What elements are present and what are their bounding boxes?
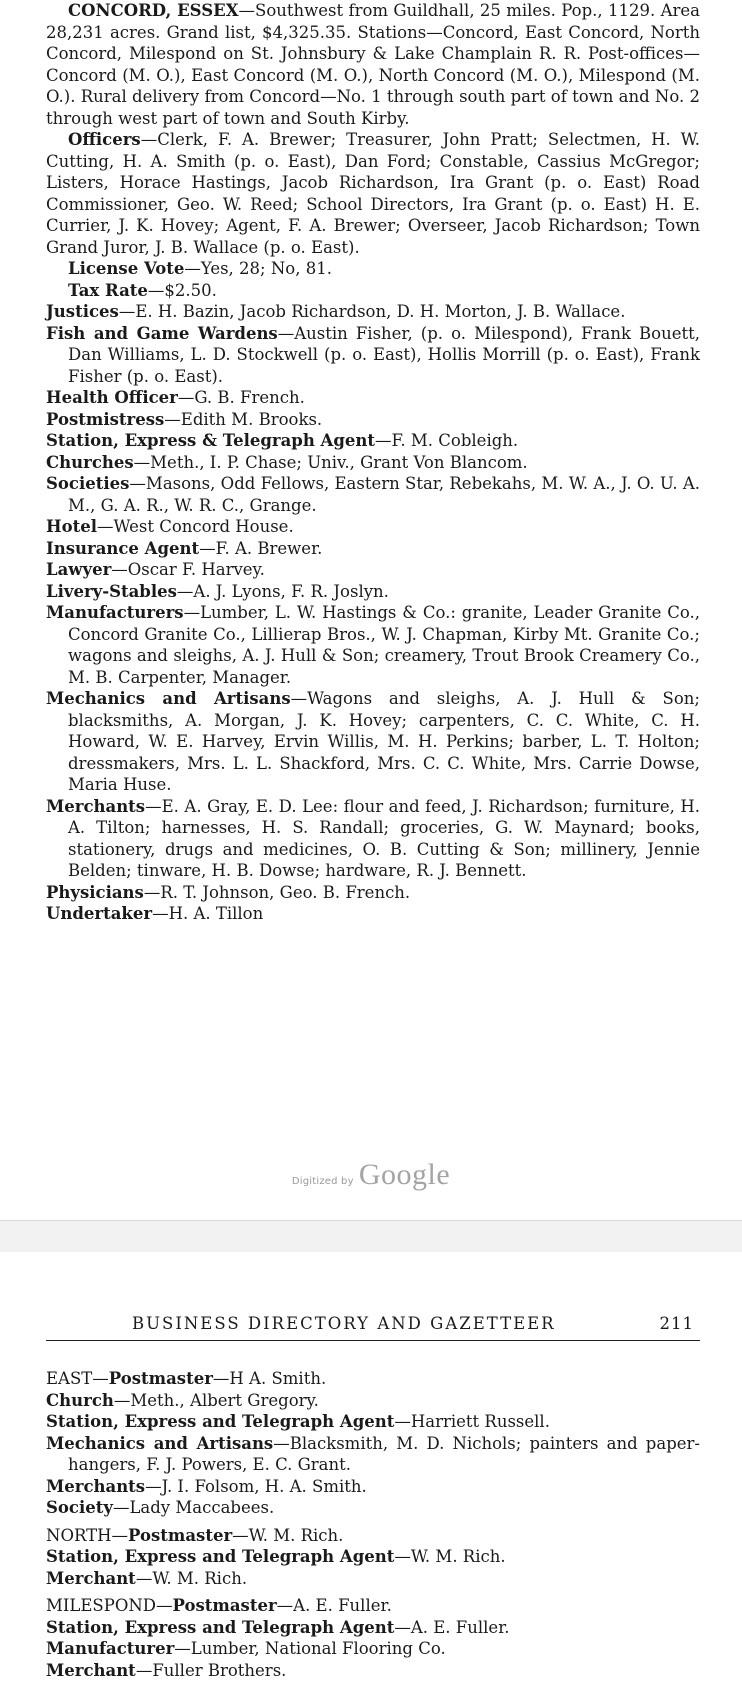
entry-heading: Tax Rate [68, 280, 148, 300]
entry-text: —Meth., Albert Gregory. [113, 1390, 319, 1410]
entry-text: —Wagons and sleighs, A. J. Hull & Son; blacksmiths, A. Morgan, J. K. Hovey; carpenters, C. C. White, C. H. Howard, W. E. Harvey, Ervin Willis, M. H. Perkins; barber, L. T. Holton; dressmakers, Mrs. L. L. Shackford, Mrs. C. C. White, Mrs. Carrie Dowse, Maria Huse. [68, 689, 700, 794]
entry-text: —Clerk, F. A. Brewer; Treasurer, John Pratt; Selectmen, H. W. Cutting, H. A. Smith (p. o. East), Dan Ford; Constable, Cassius McGregor; Listers, Horace Hastings, Jacob Richardson, Ira Grant (p. o. East) Road Commissioner, Geo. W. Reed; School Directors, Ira Grant (p. o. East) H. E. Currier, J. K. Hovey; Agent, F. A. Brewer; Overseer, Jacob Richardson; Town Grand Juror, J. B. Wallace (p. o. East). [46, 130, 700, 257]
section-lead: MILESPOND— [46, 1596, 173, 1615]
entry-heading: Mechanics and Artisans [46, 689, 291, 708]
watermark-prefix: Digitized by [291, 1176, 354, 1187]
entry-livery-stables [46, 581, 700, 603]
entry-text: —H A. Smith. [212, 1369, 327, 1388]
entry-text: —E. A. Gray, E. D. Lee: flour and feed, J. Richardson; furniture, H. A. Tilton; harnesses, H. S. Randall; groceries, G. W. Maynard; books, stationery, drugs and medicines, O. B. Cutting & Son; millinery, Jennie Belden; tinware, H. B. Dowse; hardware, R. J. Bennett. [68, 796, 700, 880]
entry-text: —Meth., I. P. Chase; Univ., Grant Von Blancom. [133, 452, 528, 472]
entry-text: —W. M. Rich. [232, 1525, 344, 1545]
entry-heading: Merchant [46, 1568, 136, 1588]
entry-heading: Merchants [46, 1476, 146, 1496]
scanned-page-211 [0, 1252, 742, 1686]
section-north [46, 1525, 700, 1590]
entry-heading: Postmaster [108, 1369, 213, 1388]
entry-heading: Health Officer [46, 388, 178, 407]
entry-heading: Station, Express & Telegraph Agent [46, 431, 376, 450]
entry-text: —Masons, Odd Fellows, Eastern Star, Rebekahs, M. W. A., J. O. U. A. M., G. A. R., W. R. C., Grange. [68, 474, 700, 515]
entry-hotel [46, 516, 700, 538]
entry-postmistress [46, 409, 700, 431]
entry-text: —J. I. Folsom, H. A. Smith. [145, 1476, 367, 1496]
entry-text: —Yes, 28; No, 81. [184, 259, 332, 278]
entry-text: —$2.50. [147, 280, 217, 300]
entry-heading: Justices [46, 302, 119, 321]
entry-text: —A. J. Lyons, F. R. Joslyn. [176, 581, 389, 601]
google-logo-text: Google [358, 1158, 451, 1191]
entry-churches [46, 452, 700, 474]
page-number: 211 [659, 1314, 694, 1333]
entry-heading: Hotel [46, 517, 97, 536]
running-title: BUSINESS DIRECTORY AND GAZETTEER [132, 1314, 556, 1333]
entry-merchants [46, 796, 700, 882]
entry-text: —Lady Maccabees. [112, 1498, 275, 1517]
east-postmaster [46, 1368, 700, 1390]
page-separator [0, 1220, 742, 1254]
entry-heading: Station, Express and Telegraph Agent [46, 1412, 395, 1431]
entry-heading: Churches [46, 452, 134, 472]
entry-physicians [46, 882, 700, 904]
entry-text: —Oscar F. Harvey. [111, 560, 265, 579]
milespond-postmaster [46, 1595, 700, 1617]
entry-text: —A. E. Fuller. [394, 1617, 510, 1637]
entry-heading: Physicians [46, 882, 144, 902]
town-entry-concord [46, 0, 700, 129]
north-station-agent [46, 1546, 700, 1568]
entry-heading: Mechanics and Artisans [46, 1433, 274, 1453]
entry-heading: Church [46, 1390, 114, 1410]
section-lead: EAST— [46, 1369, 109, 1388]
east-merchants [46, 1476, 700, 1498]
entry-insurance-agent [46, 538, 700, 560]
entry-station-agent [46, 430, 700, 452]
digitized-by-google-watermark [0, 1158, 742, 1192]
east-station-agent [46, 1411, 700, 1433]
entry-heading: Merchant [46, 1660, 136, 1680]
page2-body [46, 1368, 700, 1681]
entry-text: —Edith M. Brooks. [164, 409, 323, 429]
entry-officers [46, 129, 700, 258]
entry-text: —Southwest from Guildhall, 25 miles. Pop., 1129. Area 28,231 acres. Grand list, $4,325.35. Stations—Concord, East Concord, North Concord, Milespond on St. Johnsbury & Lake Champlain R. R. Post-offices—Concord (M. O.), East Concord (M. O.), North Concord (M. O.), Milespond (M. O.). Rural delivery from Concord—No. 1 through south part of town and No. 2 through west part of town and South Kirby. [46, 1, 700, 128]
entry-heading: Officers [68, 130, 141, 149]
entry-text: —Lumber, National Flooring Co. [174, 1639, 446, 1658]
entry-justices [46, 301, 700, 323]
entry-heading: Postmaster [172, 1596, 277, 1615]
entry-heading: Station, Express and Telegraph Agent [46, 1617, 395, 1637]
entry-text: —W. M. Rich. [394, 1547, 506, 1566]
page1-body [46, 0, 700, 925]
entry-text: —W. M. Rich. [135, 1568, 248, 1588]
entry-societies [46, 473, 700, 516]
entry-heading: CONCORD, ESSEX [68, 1, 239, 20]
entry-text: —Blacksmith, M. D. Nichols; painters and paper-hangers, F. J. Powers, E. C. Grant. [68, 1433, 700, 1474]
entry-text: —E. H. Bazin, Jacob Richardson, D. H. Morton, J. B. Wallace. [118, 302, 626, 321]
entry-text: —Harriett Russell. [394, 1412, 550, 1431]
entry-heading: Postmistress [46, 409, 165, 429]
entry-mechanics-artisans [46, 688, 700, 796]
north-merchant [46, 1568, 700, 1590]
milespond-merchant [46, 1660, 700, 1682]
section-east [46, 1368, 700, 1519]
entry-text: —Fuller Brothers. [135, 1660, 287, 1680]
entry-heading: Station, Express and Telegraph Agent [46, 1547, 395, 1566]
entry-heading: Manufacturers [46, 603, 184, 622]
entry-heading: Society [46, 1498, 113, 1517]
running-header [46, 1312, 700, 1341]
entry-heading: Merchants [46, 796, 146, 816]
entry-text: —H. A. Tillon [152, 904, 264, 923]
entry-lawyer [46, 559, 700, 581]
entry-manufacturers [46, 602, 700, 688]
entry-heading: Undertaker [46, 904, 153, 923]
milespond-manufacturer [46, 1638, 700, 1660]
entry-text: —A. E. Fuller. [276, 1596, 392, 1615]
entry-heading: Livery-Stables [46, 581, 177, 601]
entry-heading: Lawyer [46, 560, 112, 579]
east-society [46, 1497, 700, 1519]
entry-undertaker [46, 903, 700, 925]
entry-heading: License Vote [68, 259, 185, 278]
entry-text: —Lumber, L. W. Hastings & Co.: granite, Leader Granite Co., Concord Granite Co., Lillierap Bros., W. J. Chapman, Kirby Mt. Granite Co.; wagons and sleighs, A. J. Hull & Son; creamery, Trout Brook Creamery Co., M. B. Carpenter, Manager. [68, 603, 700, 687]
section-lead: NORTH— [46, 1525, 128, 1545]
entry-text: —F. A. Brewer. [199, 538, 323, 558]
east-mechanics [46, 1433, 700, 1476]
east-church [46, 1390, 700, 1412]
entry-license-vote [46, 258, 700, 280]
entry-heading: Fish and Game Wardens [46, 323, 278, 343]
entry-text: —Austin Fisher, (p. o. Milespond), Frank Bouett, Dan Williams, L. D. Stockwell (p. o. East), Hollis Morrill (p. o. East), Frank Fisher (p. o. East). [68, 323, 701, 386]
entry-tax-rate [46, 280, 700, 302]
section-milespond [46, 1595, 700, 1681]
north-postmaster [46, 1525, 700, 1547]
entry-heading: Societies [46, 474, 130, 493]
entry-heading: Postmaster [128, 1525, 233, 1545]
entry-text: —West Concord House. [96, 517, 294, 536]
entry-text: —G. B. French. [177, 388, 305, 407]
entry-health-officer [46, 387, 700, 409]
entry-text: —F. M. Cobleigh. [375, 431, 519, 450]
entry-heading: Manufacturer [46, 1639, 175, 1658]
milespond-station-agent [46, 1617, 700, 1639]
entry-fish-game-wardens [46, 323, 700, 388]
entry-heading: Insurance Agent [46, 538, 200, 558]
entry-text: —R. T. Johnson, Geo. B. French. [143, 882, 411, 902]
